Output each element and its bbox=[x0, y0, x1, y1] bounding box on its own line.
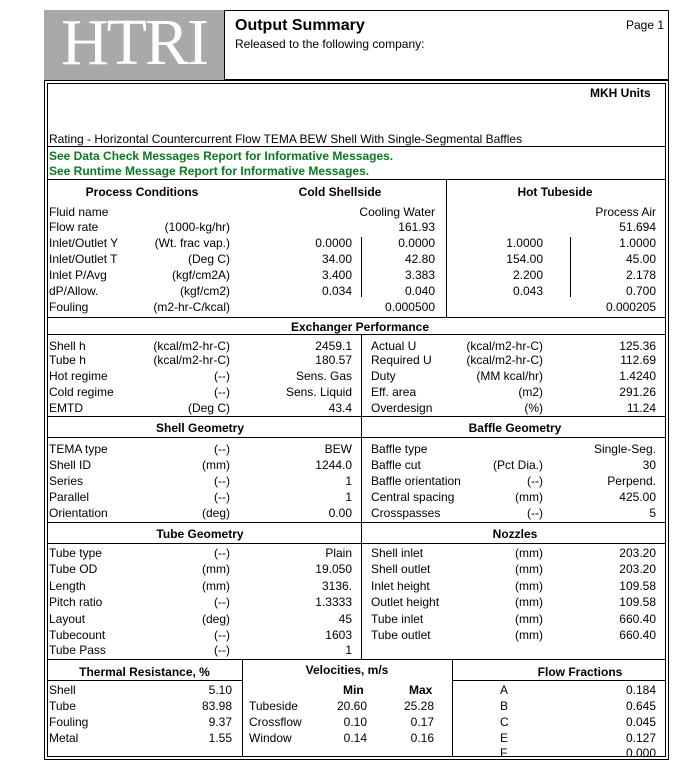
performance-right-unit: (%) bbox=[524, 401, 543, 415]
performance-right-unit: (MM kcal/hr) bbox=[476, 369, 543, 383]
divider bbox=[570, 237, 571, 297]
thermal-resistance-label: Fouling bbox=[49, 715, 89, 729]
nozzle-label: Tube outlet bbox=[371, 628, 431, 642]
thermal-resistance-label: Metal bbox=[49, 731, 79, 745]
cold-shellside-header: Cold Shellside bbox=[298, 185, 382, 199]
thermal-resistance-value: 5.10 bbox=[208, 683, 232, 697]
shell-geometry-label: TEMA type bbox=[49, 442, 108, 456]
performance-right-value: 11.24 bbox=[626, 401, 656, 415]
baffle-geometry-unit: (Pct Dia.) bbox=[492, 458, 543, 472]
divider bbox=[361, 416, 362, 659]
baffle-geometry-value: Single-Seg. bbox=[593, 442, 656, 456]
nozzle-value: 109.58 bbox=[619, 595, 656, 609]
process-row-label: Flow rate bbox=[49, 220, 99, 234]
nozzle-value: 203.20 bbox=[619, 562, 656, 576]
thermal-resistance-label: Tube bbox=[49, 699, 76, 713]
nozzle-label: Outlet height bbox=[371, 595, 440, 609]
thermal-resistance-value: 1.55 bbox=[208, 731, 232, 745]
shell-geometry-value: 1244.0 bbox=[315, 458, 352, 472]
shell-inlet-value: 0.0000 bbox=[315, 236, 352, 250]
tube-geometry-unit: (--) bbox=[214, 595, 230, 609]
tube-geometry-label: Layout bbox=[49, 612, 86, 626]
tube-geometry-unit: (--) bbox=[214, 546, 230, 560]
flow-fraction-value: 0.127 bbox=[625, 731, 656, 745]
nozzle-unit: (mm) bbox=[515, 628, 543, 642]
performance-right-value: 125.36 bbox=[619, 339, 656, 353]
shell-geometry-label: Shell ID bbox=[49, 458, 92, 472]
shell-geometry-label: Orientation bbox=[49, 506, 108, 520]
nozzle-unit: (mm) bbox=[515, 562, 543, 576]
baffle-geometry-value: Perpend. bbox=[607, 474, 656, 488]
performance-right-label: Required U bbox=[371, 353, 432, 367]
performance-left-value: Sens. Liquid bbox=[285, 385, 352, 399]
tube-outlet-value: 45.00 bbox=[625, 252, 656, 266]
baffle-geometry-value: 425.00 bbox=[619, 490, 656, 504]
velocities-header: Velocities, m/s bbox=[305, 663, 389, 677]
divider bbox=[452, 659, 453, 757]
flow-fraction-label: A bbox=[500, 683, 509, 697]
divider bbox=[446, 179, 447, 317]
divider bbox=[47, 179, 666, 180]
shell-inlet-value: 3.400 bbox=[321, 268, 352, 282]
shell-geometry-unit: (--) bbox=[214, 490, 230, 504]
flow-fraction-label: F bbox=[500, 746, 508, 760]
shell-outlet-value: 161.93 bbox=[398, 220, 435, 234]
tube-geometry-header: Tube Geometry bbox=[156, 527, 244, 541]
units-label: MKH Units bbox=[590, 86, 651, 100]
tube-inlet-value: 154.00 bbox=[506, 252, 543, 266]
tube-inlet-value: 2.200 bbox=[512, 268, 543, 282]
velocity-label: Window bbox=[249, 731, 292, 745]
divider bbox=[452, 680, 666, 681]
flow-fraction-label: B bbox=[500, 699, 509, 713]
shell-outlet-value: 3.383 bbox=[404, 268, 435, 282]
velocity-label: Tubeside bbox=[249, 699, 298, 713]
performance-left-label: Shell h bbox=[49, 339, 86, 353]
shell-geometry-value: BEW bbox=[324, 442, 352, 456]
performance-right-unit: (kcal/m2-hr-C) bbox=[466, 353, 543, 367]
baffle-geometry-label: Crosspasses bbox=[371, 506, 441, 520]
velocity-min-value: 20.60 bbox=[336, 699, 367, 713]
velocity-max-value: 0.17 bbox=[410, 715, 434, 729]
tube-outlet-value: 51.694 bbox=[619, 220, 656, 234]
performance-right-value: 291.26 bbox=[619, 385, 656, 399]
nozzle-value: 203.20 bbox=[619, 546, 656, 560]
nozzle-value: 660.40 bbox=[619, 628, 656, 642]
shell-geometry-value: 1 bbox=[345, 490, 352, 504]
tube-outlet-value: 0.700 bbox=[625, 284, 656, 298]
shell-geometry-value: 0.00 bbox=[328, 506, 352, 520]
shell-geometry-unit: (--) bbox=[214, 474, 230, 488]
baffle-geometry-label: Baffle orientation bbox=[371, 474, 461, 488]
performance-right-unit: (kcal/m2-hr-C) bbox=[466, 339, 543, 353]
divider bbox=[47, 334, 666, 335]
performance-left-label: Cold regime bbox=[49, 385, 114, 399]
divider bbox=[361, 237, 362, 297]
shell-geometry-unit: (mm) bbox=[202, 458, 230, 472]
tube-inlet-value: 1.0000 bbox=[506, 236, 543, 250]
flow-fraction-value: 0.045 bbox=[625, 715, 656, 729]
thermal-resistance-label: Shell bbox=[49, 683, 76, 697]
velocity-max-value: 0.16 bbox=[410, 731, 434, 745]
thermal-resistance-value: 83.98 bbox=[201, 699, 232, 713]
velocity-max-header: Max bbox=[409, 683, 433, 697]
tube-outlet-value: 1.0000 bbox=[619, 236, 656, 250]
page-title: Output Summary bbox=[235, 17, 365, 34]
flow-fraction-label: E bbox=[500, 731, 509, 745]
performance-left-label: Hot regime bbox=[49, 369, 108, 383]
runtime-message: See Runtime Message Report for Informative Messages. bbox=[49, 164, 370, 178]
shell-geometry-unit: (deg) bbox=[201, 506, 230, 520]
tube-inlet-value: 0.043 bbox=[512, 284, 543, 298]
performance-left-value: Sens. Gas bbox=[295, 369, 352, 383]
data-check-message: See Data Check Messages Report for Informative Messages. bbox=[49, 149, 394, 163]
velocity-min-header: Min bbox=[343, 683, 364, 697]
thermal-resistance-value: 9.37 bbox=[208, 715, 232, 729]
divider bbox=[47, 659, 666, 660]
nozzle-unit: (mm) bbox=[515, 579, 543, 593]
divider bbox=[47, 317, 666, 318]
baffle-geometry-value: 5 bbox=[649, 506, 656, 520]
hot-tubeside-header: Hot Tubeside bbox=[517, 185, 593, 199]
process-row-label: Fouling bbox=[49, 300, 89, 314]
nozzle-label: Inlet height bbox=[371, 579, 430, 593]
process-row-unit: (kgf/cm2) bbox=[179, 284, 230, 298]
baffle-geometry-label: Baffle type bbox=[371, 442, 428, 456]
baffle-geometry-value: 30 bbox=[642, 458, 656, 472]
divider bbox=[361, 334, 362, 416]
nozzle-unit: (mm) bbox=[515, 546, 543, 560]
baffle-geometry-unit: (--) bbox=[527, 474, 543, 488]
flow-fraction-label: C bbox=[500, 715, 509, 729]
tube-geometry-label: Tube OD bbox=[49, 562, 98, 576]
performance-left-unit: (kcal/m2-hr-C) bbox=[153, 339, 230, 353]
performance-right-unit: (m2) bbox=[518, 385, 543, 399]
tube-geometry-value: 3136. bbox=[321, 579, 352, 593]
fluid-tube-value: Process Air bbox=[595, 205, 656, 219]
tube-geometry-unit: (deg) bbox=[201, 612, 230, 626]
page-subtitle: Released to the following company: bbox=[235, 37, 425, 51]
flow-fraction-value: 0.645 bbox=[625, 699, 656, 713]
tube-geometry-unit: (--) bbox=[214, 643, 230, 657]
tube-geometry-unit: (mm) bbox=[202, 562, 230, 576]
shell-geometry-unit: (--) bbox=[214, 442, 230, 456]
shell-inlet-value: 34.00 bbox=[321, 252, 352, 266]
nozzle-label: Shell inlet bbox=[371, 546, 424, 560]
performance-left-value: 43.4 bbox=[328, 401, 352, 415]
tube-geometry-value: 1.3333 bbox=[315, 595, 352, 609]
shell-geometry-header: Shell Geometry bbox=[155, 421, 245, 435]
tube-geometry-label: Tube type bbox=[49, 546, 102, 560]
baffle-geometry-unit: (--) bbox=[527, 506, 543, 520]
tube-outlet-value: 2.178 bbox=[625, 268, 656, 282]
baffle-geometry-header: Baffle Geometry bbox=[468, 421, 562, 435]
flow-fraction-value: 0.184 bbox=[625, 683, 656, 697]
baffle-geometry-unit: (mm) bbox=[515, 490, 543, 504]
performance-left-unit: (kcal/m2-hr-C) bbox=[153, 353, 230, 367]
shell-outlet-value: 0.000500 bbox=[384, 300, 435, 314]
nozzle-value: 660.40 bbox=[619, 612, 656, 626]
tube-geometry-value: 1 bbox=[345, 643, 352, 657]
divider bbox=[47, 543, 666, 544]
tube-geometry-value: 45 bbox=[338, 612, 352, 626]
performance-left-unit: (--) bbox=[214, 385, 230, 399]
divider bbox=[47, 680, 242, 681]
process-row-unit: (m2-hr-C/kcal) bbox=[153, 300, 230, 314]
thermal-resistance-header: Thermal Resistance, % bbox=[79, 665, 210, 679]
performance-right-value: 1.4240 bbox=[619, 369, 656, 383]
process-row-unit: (Deg C) bbox=[187, 252, 230, 266]
divider bbox=[47, 437, 666, 438]
divider bbox=[47, 522, 666, 523]
performance-left-value: 180.57 bbox=[315, 353, 352, 367]
performance-left-value: 2459.1 bbox=[315, 339, 352, 353]
velocity-label: Crossflow bbox=[249, 715, 302, 729]
tube-geometry-unit: (--) bbox=[214, 628, 230, 642]
shell-geometry-label: Series bbox=[49, 474, 84, 488]
performance-left-label: EMTD bbox=[49, 401, 83, 415]
performance-left-unit: (--) bbox=[214, 369, 230, 383]
tube-outlet-value: 0.000205 bbox=[605, 300, 656, 314]
velocity-max-value: 25.28 bbox=[403, 699, 434, 713]
process-row-label: Inlet P/Avg bbox=[49, 268, 107, 282]
tube-geometry-label: Tube Pass bbox=[49, 643, 106, 657]
velocity-min-value: 0.10 bbox=[343, 715, 367, 729]
fluid-name-label: Fluid name bbox=[49, 205, 109, 219]
performance-right-label: Actual U bbox=[371, 339, 417, 353]
shell-outlet-value: 42.80 bbox=[404, 252, 435, 266]
divider bbox=[47, 146, 666, 147]
nozzle-unit: (mm) bbox=[515, 612, 543, 626]
performance-right-value: 112.69 bbox=[620, 353, 656, 367]
performance-header: Exchanger Performance bbox=[290, 320, 430, 334]
flow-fractions-header: Flow Fractions bbox=[537, 665, 623, 679]
tube-geometry-value: Plain bbox=[325, 546, 352, 560]
baffle-geometry-label: Baffle cut bbox=[371, 458, 421, 472]
nozzle-label: Shell outlet bbox=[371, 562, 431, 576]
shell-outlet-value: 0.0000 bbox=[398, 236, 435, 250]
tube-geometry-label: Length bbox=[49, 579, 86, 593]
shell-outlet-value: 0.040 bbox=[404, 284, 435, 298]
divider bbox=[47, 416, 666, 417]
process-row-unit: (kgf/cm2A) bbox=[171, 268, 230, 282]
tube-geometry-value: 1603 bbox=[325, 628, 352, 642]
page-number: Page 1 bbox=[626, 18, 665, 32]
tube-geometry-unit: (mm) bbox=[202, 579, 230, 593]
nozzle-label: Tube inlet bbox=[371, 612, 424, 626]
tube-geometry-label: Tubecount bbox=[49, 628, 106, 642]
process-row-unit: (1000-kg/hr) bbox=[164, 220, 230, 234]
performance-right-label: Eff. area bbox=[371, 385, 417, 399]
performance-left-unit: (Deg C) bbox=[187, 401, 230, 415]
performance-right-label: Overdesign bbox=[371, 401, 433, 415]
flow-fraction-value: 0.000 bbox=[625, 746, 656, 760]
nozzle-value: 109.58 bbox=[619, 579, 656, 593]
process-row-label: dP/Allow. bbox=[49, 284, 99, 298]
nozzles-header: Nozzles bbox=[492, 527, 538, 541]
rating-description: Rating - Horizontal Countercurrent Flow TEMA BEW Shell With Single-Segmental Baffles bbox=[49, 132, 523, 146]
tube-geometry-label: Pitch ratio bbox=[49, 595, 103, 609]
performance-right-label: Duty bbox=[371, 369, 396, 383]
process-row-unit: (Wt. frac vap.) bbox=[154, 236, 230, 250]
shell-inlet-value: 0.034 bbox=[321, 284, 352, 298]
velocity-min-value: 0.14 bbox=[343, 731, 367, 745]
baffle-geometry-label: Central spacing bbox=[371, 490, 455, 504]
process-row-label: Inlet/Outlet Y bbox=[49, 236, 119, 250]
performance-left-label: Tube h bbox=[49, 353, 86, 367]
process-row-label: Inlet/Outlet T bbox=[49, 252, 118, 266]
shell-geometry-value: 1 bbox=[345, 474, 352, 488]
tube-geometry-value: 19.050 bbox=[315, 562, 352, 576]
shell-geometry-label: Parallel bbox=[49, 490, 90, 504]
logo-text: HTRI bbox=[61, 6, 207, 79]
nozzle-unit: (mm) bbox=[515, 595, 543, 609]
process-conditions-header: Process Conditions bbox=[85, 185, 199, 199]
fluid-shell-value: Cooling Water bbox=[359, 205, 435, 219]
